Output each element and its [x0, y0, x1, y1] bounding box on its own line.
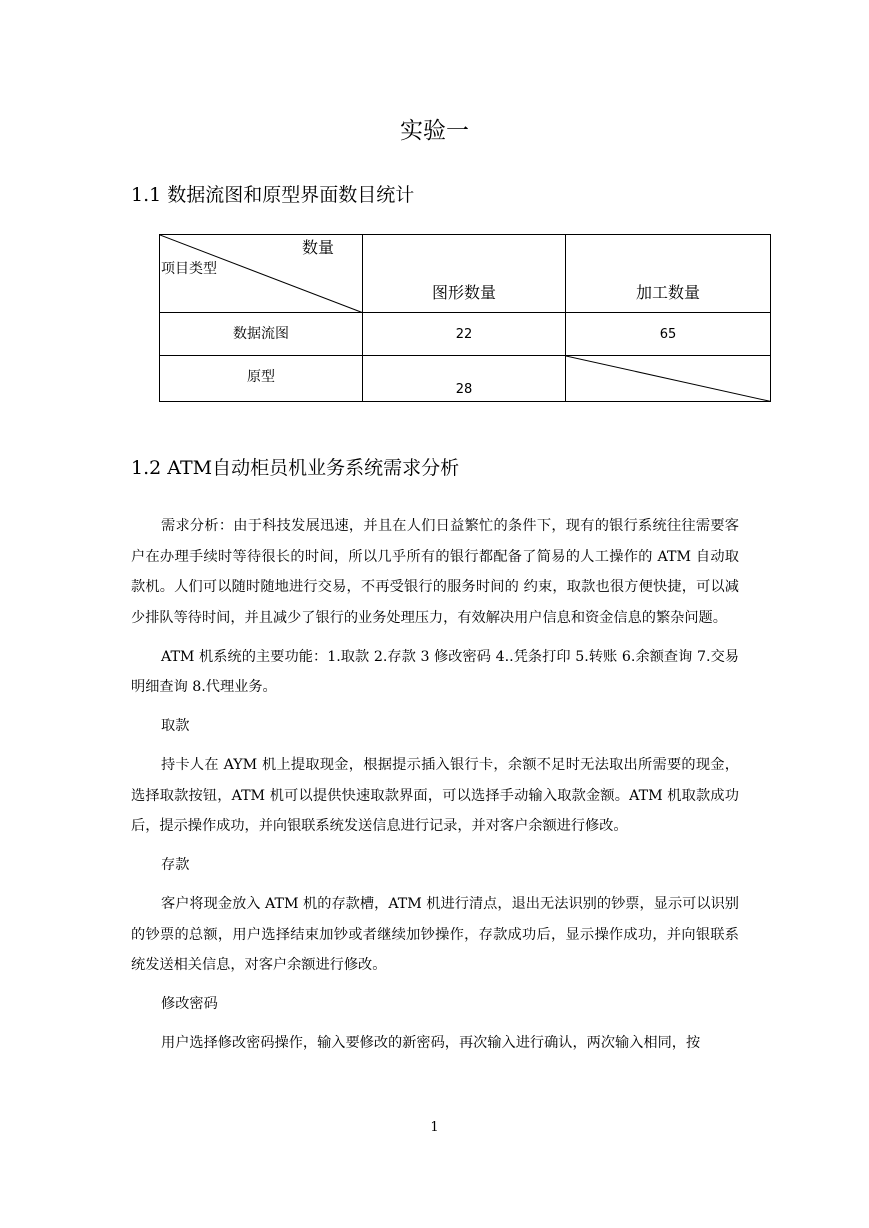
header-graph-count: 图形数量 [431, 283, 496, 303]
header-process-count: 加工数量 [635, 283, 700, 303]
section-heading-1: 1.1 数据流图和原型界面数目统计 [131, 184, 415, 206]
diagonal-line [566, 356, 770, 401]
diagonal-header-cell [160, 235, 363, 313]
table-header-row [160, 235, 771, 313]
section-heading-2: 1.2 ATM自动柜员机业务系统需求分析 [131, 457, 460, 479]
statistics-table [159, 234, 771, 402]
page-number: 1 [430, 1120, 439, 1135]
cell-graph-count: 22 [363, 313, 566, 355]
empty-diagonal-cell [566, 355, 771, 401]
cell-graph-count: 28 [455, 382, 473, 397]
header-quantity-label: 数量 [301, 238, 334, 257]
paragraph-requirements: 需求分析：由于科技发展迅速，并且在人们日益繁忙的条件下，现有的银行系统往往需要客户在办理手续时等待很长的时间，所以几乎所有的银行都配备了简易的人工操作的 ATM 自动取款机。人们可以随时随地进行交易，不再受银行的服务时间的 约束，取款也很方便快捷，可以减少排队等待时间，并且减少了银行的业务处理压力，有效解决用户信息和资金信息的繁杂问题。 [131, 518, 739, 626]
subheading-deposit: 存款 [161, 857, 190, 873]
paragraph-change-password: 用户选择修改密码操作，输入要修改的新密码，再次输入进行确认，两次输入相同，按 [161, 1035, 701, 1051]
row-label: 数据流图 [160, 313, 363, 355]
paragraph-withdraw: 持卡人在 AYM 机上提取现金，根据提示插入银行卡，余额不足时无法取出所需要的现金，选择取款按钮，ATM 机可以提供快速取款界面，可以选择手动输入取款金额。ATM 机取款成功后，提示操作成功，并向银联系统发送信息进行记录，并对客户余额进行修改。 [131, 757, 739, 834]
row-label: 原型 [160, 355, 363, 401]
paragraph-functions: ATM 机系统的主要功能：1.取款 2.存款 3 修改密码 4..凭条打印 5.转账 6.余额查询 7.交易明细查询 8.代理业务。 [131, 648, 739, 695]
document-title: 实验一 [400, 118, 469, 144]
subheading-withdraw: 取款 [161, 718, 190, 734]
table-row [160, 355, 771, 401]
table-row [160, 313, 771, 355]
cell-process-count: 65 [566, 313, 771, 355]
subheading-change-password: 修改密码 [161, 996, 218, 1012]
header-cell-graph [363, 235, 566, 313]
body-text [131, 511, 739, 1067]
header-cell-process [566, 235, 771, 313]
cell-graph-count-wrapper [363, 355, 566, 401]
paragraph-deposit: 客户将现金放入 ATM 机的存款槽，ATM 机进行清点，退出无法识别的钞票，显示可以识别的钞票的总额，用户选择结束加钞或者继续加钞操作，存款成功后，显示操作成功，并向银联系统发送相关信息，对客户余额进行修改。 [131, 896, 739, 973]
header-type-label: 项目类型 [161, 261, 217, 277]
